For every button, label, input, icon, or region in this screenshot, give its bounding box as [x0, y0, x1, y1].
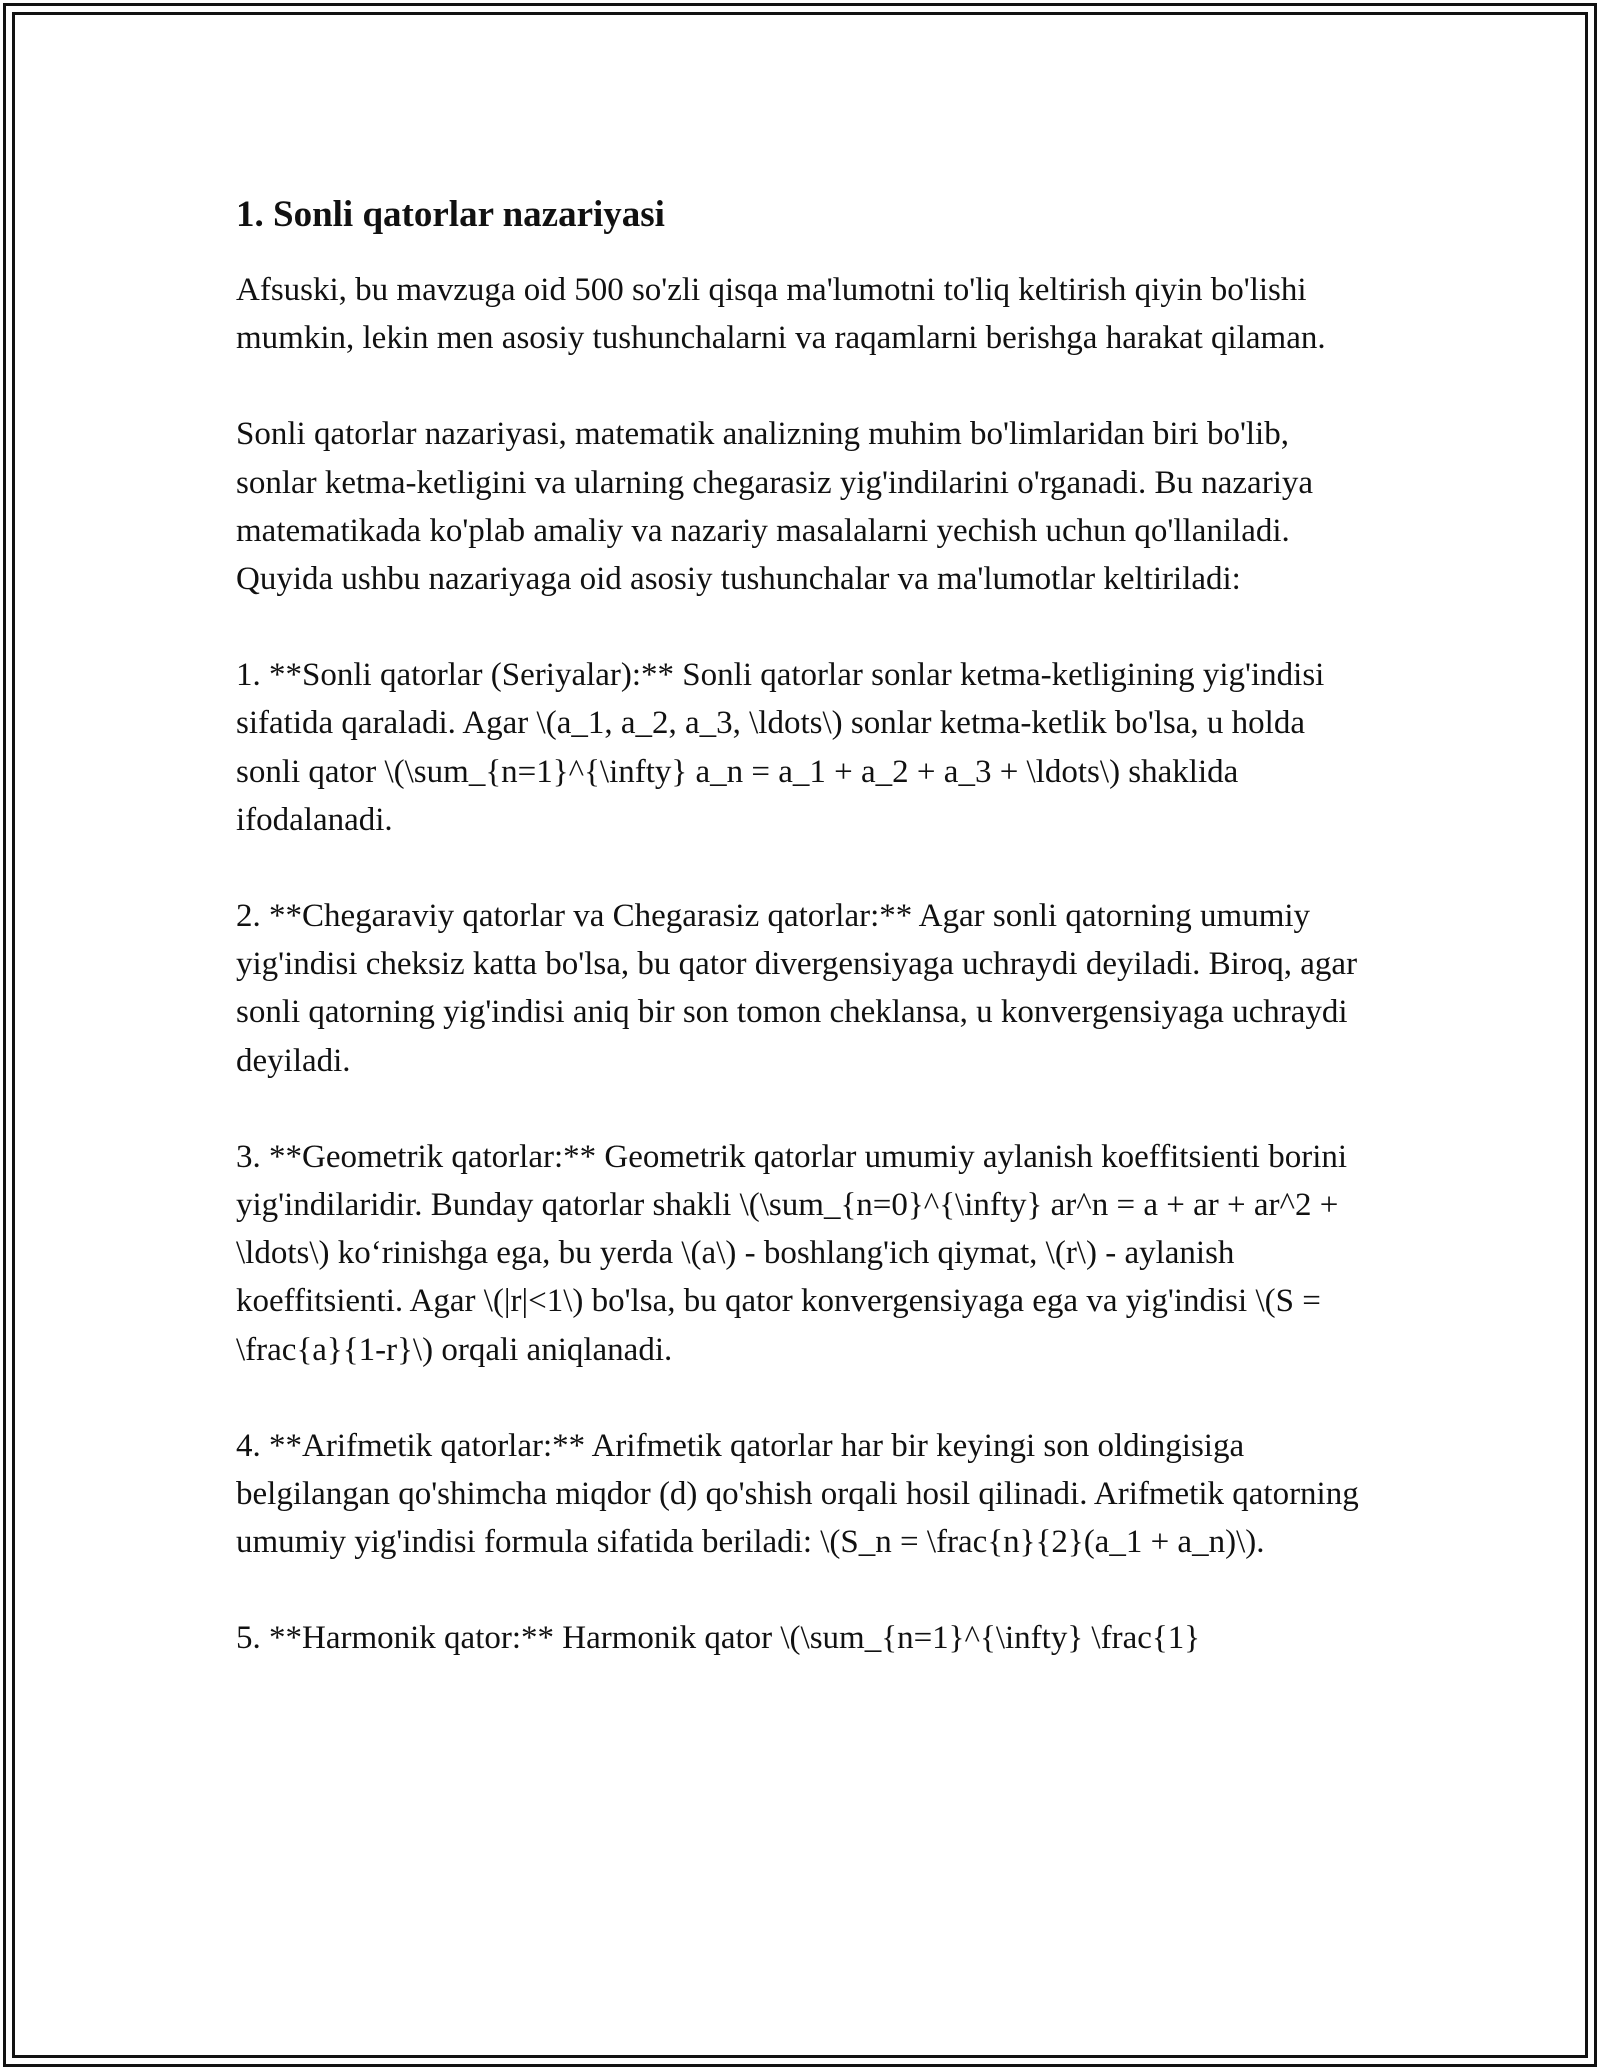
paragraph-item-1: 1. **Sonli qatorlar (Seriyalar):** Sonli qatorlar sonlar ketma-ketligining yig'indisi sifatida qaraladi. Agar \(a_1, a_2, a_3, \ldots\) sonlar ketma-ketlik bo'lsa, u holda sonli qator \(\sum_{n=1}^{\infty} a_n = a_1 + a_2 + a_3 + \ldots\) shaklida ifodalanadi. — [236, 657, 1325, 838]
paragraph-item-2: 2. **Chegaraviy qatorlar va Chegarasiz qatorlar:** Agar sonli qatorning umumiy yig'indisi cheksiz katta bo'lsa, bu qator divergensiyaga uchraydi deyiladi. Biroq, agar sonli qatorning yig'indisi aniq bir son tomon cheklansa, u konvergensiyaga uchraydi deyiladi. — [236, 898, 1358, 1079]
paragraph-overview: Sonli qatorlar nazariyasi, matematik analizning muhim bo'limlaridan biri bo'lib, sonlar ketma-ketligini va ularning chegarasiz yig'indilarini o'rganadi. Bu nazariya matematikada ko'plab amaliy va nazariy masalalarni yechish uchun qo'llaniladi. Quyida ushbu nazariyaga oid asosiy tushunchalar va ma'lumotlar keltiriladi: — [236, 416, 1314, 598]
document-body — [236, 186, 1376, 1711]
paragraph-item-4: 4. **Arifmetik qatorlar:** Arifmetik qatorlar har bir keyingi son oldingisiga belgilangan qo'shimcha miqdor (d) qo'shish orqali hosil qilinadi. Arifmetik qatorning umumiy yig'indisi formula sifatida beriladi: \(S_n = \frac{n}{2}(a_1 + a_n)\). — [236, 1427, 1359, 1561]
paragraph-item-3: 3. **Geometrik qatorlar:** Geometrik qatorlar umumiy aylanish koeffitsienti borini yig'indilaridir. Bunday qatorlar shakli \(\sum_{n=0}^{\infty} ar^n = a + ar + ar^2 + \ldots\) ko‘rinishga ega, bu yerda \(a\) - boshlang'ich qiymat, \(r\) - aylanish koeffitsienti. Agar \(|r|<1\) bo'lsa, bu qator konvergensiyaga ega va yig'indisi \(S = \frac{a}{1-r}\) orqali aniqlanadi. — [236, 1138, 1348, 1368]
document-title: 1. Sonli qatorlar nazariyasi — [236, 194, 665, 235]
paragraph-item-5: 5. **Harmonik qator:** Harmonik qator \(\sum_{n=1}^{\infty} \frac{1} — [236, 1620, 1201, 1657]
paragraph-intro: Afsuski, bu mavzuga oid 500 so'zli qisqa ma'lumotni to'liq keltirish qiyin bo'lishi mumkin, lekin men asosiy tushunchalarni va raqamlarni berishga harakat qilaman. — [236, 272, 1326, 357]
